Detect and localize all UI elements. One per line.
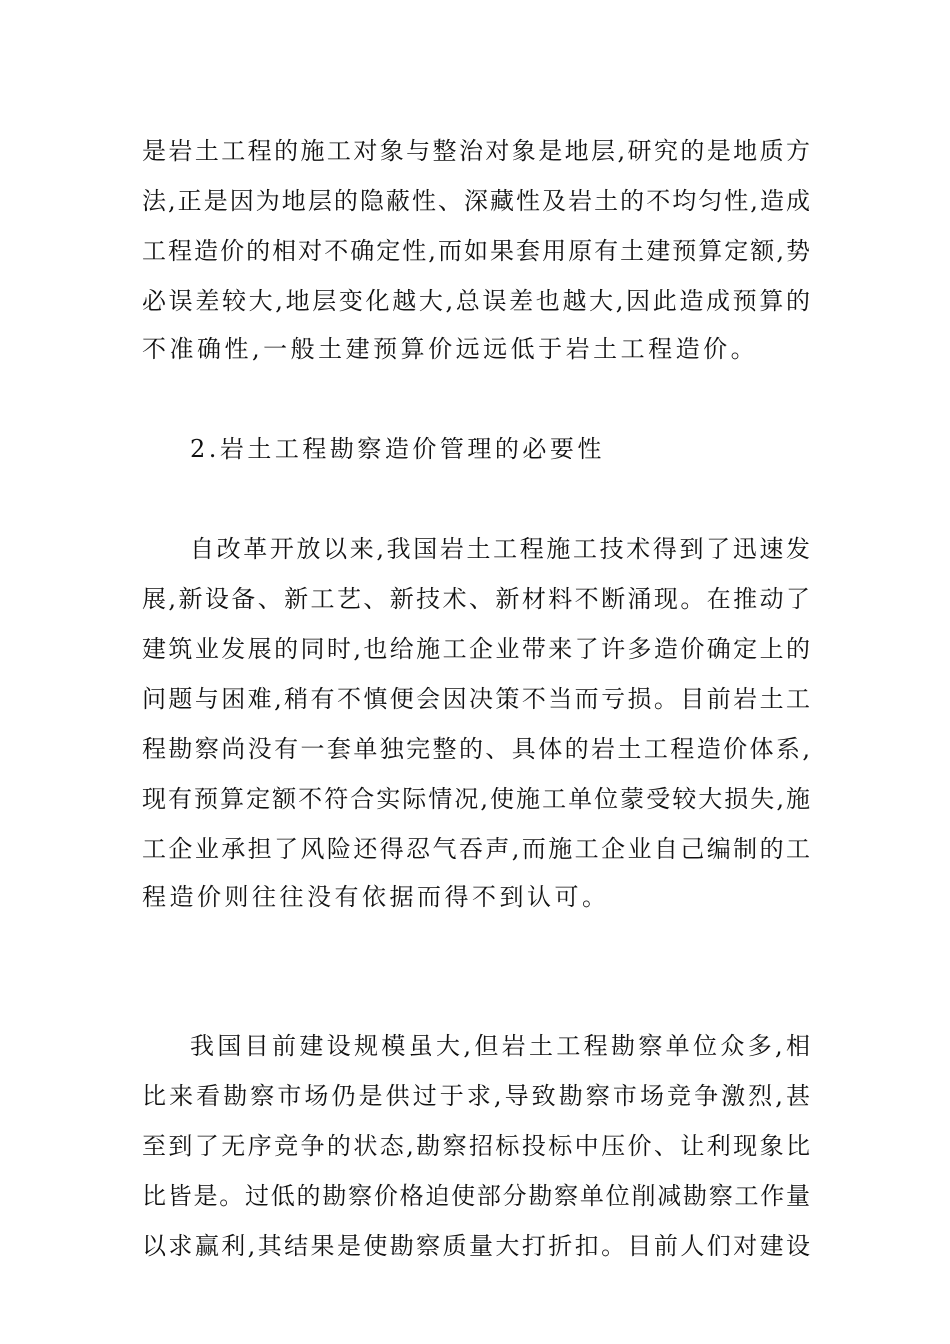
text-line: 工企业承担了风险还得忍气吞声,而施工企业自己编制的工: [142, 835, 810, 863]
text-line: 不准确性,一般土建预算价远远低于岩土工程造价。: [142, 335, 759, 363]
text-line: 程勘察尚没有一套单独完整的、具体的岩土工程造价体系,: [142, 735, 810, 763]
text-line: 建筑业发展的同时,也给施工企业带来了许多造价确定上的: [142, 635, 810, 663]
text-line: 比皆是。过低的勘察价格迫使部分勘察单位削减勘察工作量: [142, 1182, 810, 1210]
text-line: 必误差较大,地层变化越大,总误差也越大,因此造成预算的: [142, 287, 810, 315]
text-line: 比来看勘察市场仍是供过于求,导致勘察市场竞争激烈,甚: [142, 1082, 810, 1110]
text-line: 工程造价的相对不确定性,而如果套用原有土建预算定额,势: [142, 237, 810, 265]
text-line: 以求赢利,其结果是使勘察质量大打折扣。目前人们对建设: [142, 1232, 810, 1260]
text-line: 至到了无序竞争的状态,勘察招标投标中压价、让利现象比: [142, 1132, 810, 1160]
text-line: 现有预算定额不符合实际情况,使施工单位蒙受较大损失,施: [142, 785, 810, 813]
text-line: 展,新设备、新工艺、新技术、新材料不断涌现。在推动了: [142, 585, 810, 613]
section-heading: 2.岩土工程勘察造价管理的必要性: [190, 435, 605, 463]
text-line: 自改革开放以来,我国岩土工程施工技术得到了迅速发: [190, 535, 810, 563]
text-line: 我国目前建设规模虽大,但岩土工程勘察单位众多,相: [190, 1032, 810, 1060]
text-line: 程造价则往往没有依据而得不到认可。: [142, 883, 610, 911]
text-line: 是岩土工程的施工对象与整治对象是地层,研究的是地质方: [142, 137, 810, 165]
text-line: 法,正是因为地层的隐蔽性、深藏性及岩土的不均匀性,造成: [142, 187, 810, 215]
text-line: 问题与困难,稍有不慎便会因决策不当而亏损。目前岩土工: [142, 685, 810, 713]
